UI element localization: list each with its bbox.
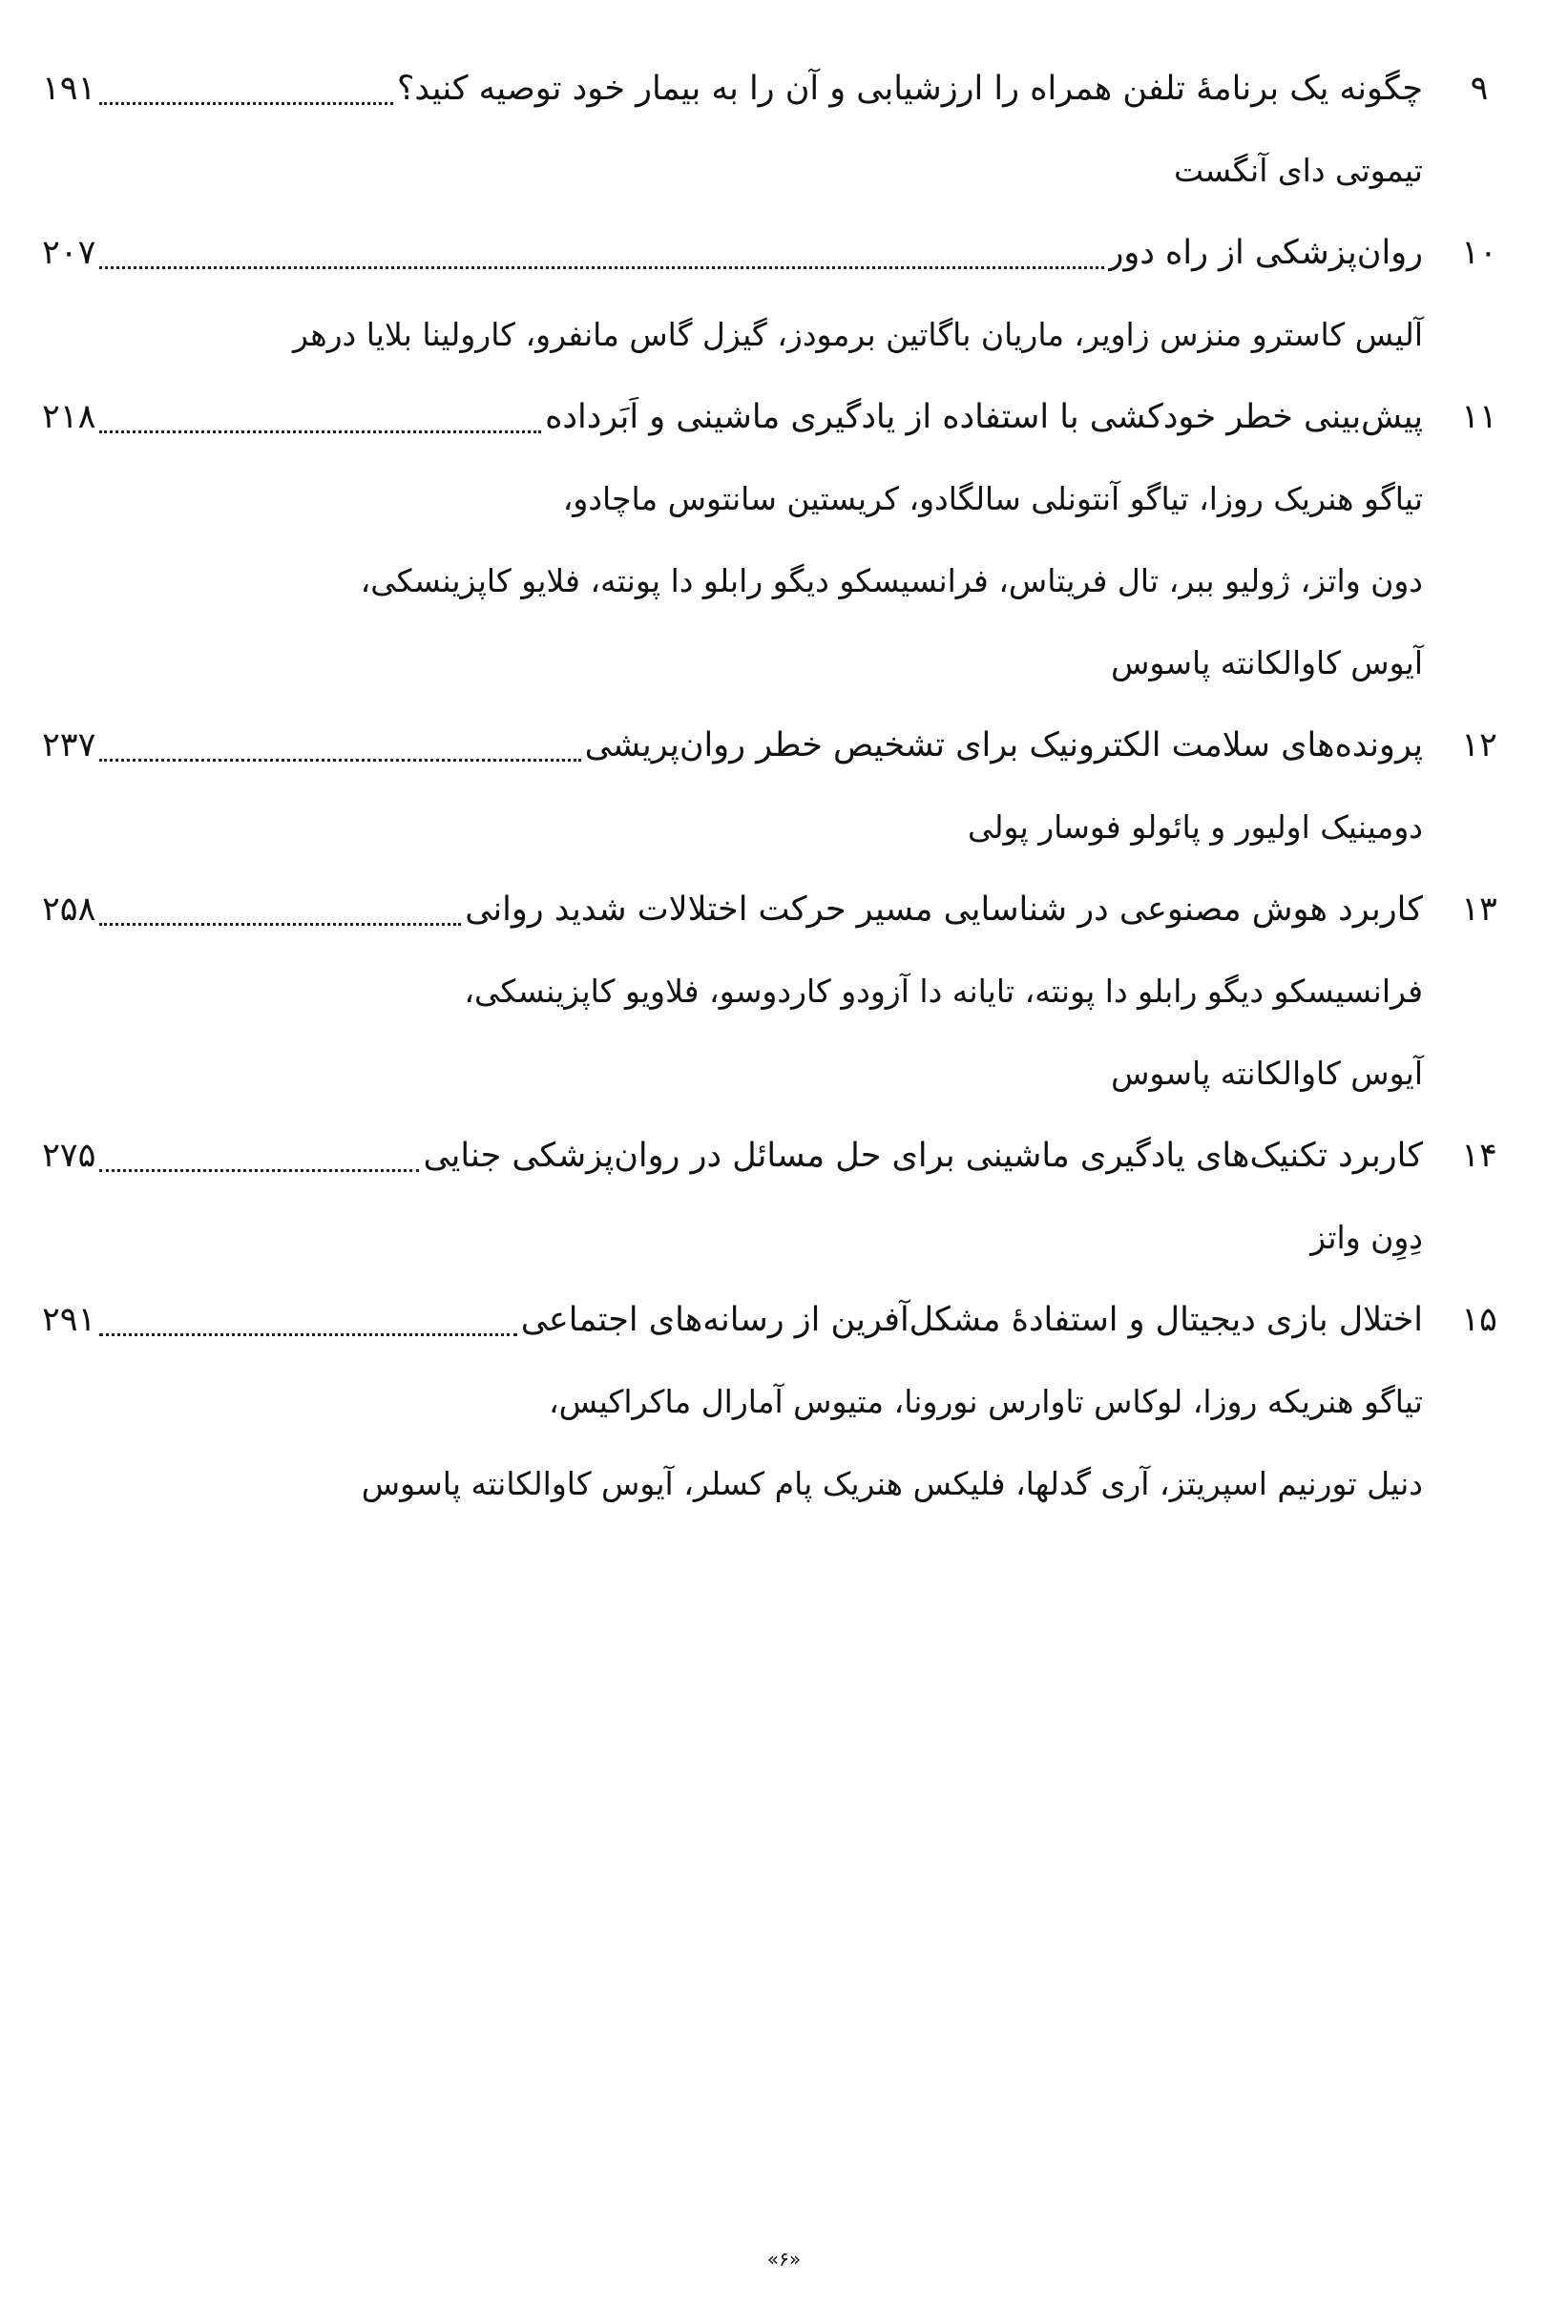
- dot-leader: [99, 102, 392, 105]
- chapter-title[interactable]: پرونده‌های سلامت الکترونیک برای تشخیص خطر روان‌پریشی: [584, 726, 1423, 764]
- page-number: ۲۹۱: [42, 1301, 96, 1339]
- chapter-number: ۹: [1470, 70, 1489, 108]
- page-number: ۲۵۸: [42, 890, 96, 929]
- page-number: ۲۳۷: [42, 726, 96, 764]
- page-number: ۲۱۸: [42, 398, 96, 436]
- toc-entry-row[interactable]: [38, 212, 1513, 294]
- toc-entry-row[interactable]: [38, 1279, 1513, 1361]
- page-number: ۱۹۱: [42, 70, 96, 108]
- toc-entry-row[interactable]: [38, 1115, 1513, 1197]
- chapter-authors: فرانسیسکو دیگو رابلو دا پونته، تایانه دا آزودو کاردوسو، فلاویو کاپزینسکی،: [464, 973, 1423, 1010]
- chapter-number: ۱۰: [1461, 234, 1497, 272]
- dot-leader: [99, 266, 1103, 269]
- chapter-authors: دومینیک اولیور و پائولو فوسار پولی: [967, 808, 1423, 846]
- chapter-authors: دون واتز، ژولیو ببر، تال فریتاس، فرانسیسکو دیگو رابلو دا پونته، فلایو کاپزینسکی،: [360, 562, 1423, 599]
- toc-entry: [38, 704, 1513, 869]
- toc-entry-row[interactable]: [38, 869, 1513, 951]
- chapter-title[interactable]: اختلال بازی دیجیتال و استفادهٔ مشکل‌آفرین از رسانه‌های اجتماعی: [520, 1301, 1423, 1339]
- chapter-number: ۱۳: [1461, 890, 1497, 929]
- chapter-authors: آلیس کاسترو منزس زاویر، ماریان باگاتین برمودز، گیزل گاس مانفرو، کارولینا بلایا درهر: [293, 316, 1423, 353]
- chapter-number: ۱۵: [1461, 1301, 1497, 1339]
- dot-leader: [99, 1169, 419, 1172]
- toc-entry: [38, 869, 1513, 1115]
- dot-leader: [99, 430, 541, 433]
- chapter-authors: تیاگو هنریک روزا، تیاگو آنتونلی سالگادو، کریستین سانتوس ماچادو،: [562, 480, 1423, 517]
- chapter-number: ۱۲: [1461, 726, 1497, 764]
- chapter-number: ۱۴: [1461, 1137, 1497, 1175]
- chapter-number: ۱۱: [1461, 398, 1497, 436]
- chapter-authors: آیوس کاوالکانته پاسوس: [1111, 1055, 1423, 1092]
- toc-entry: [38, 1279, 1513, 1525]
- toc-entry-row[interactable]: [38, 704, 1513, 786]
- toc-entry-row[interactable]: [38, 48, 1513, 130]
- toc-entry: [38, 212, 1513, 376]
- dot-leader: [99, 759, 580, 762]
- page-number: ۲۷۵: [42, 1137, 96, 1175]
- toc-entry: [38, 1115, 1513, 1279]
- toc-entry-row[interactable]: [38, 376, 1513, 458]
- page-number: ۲۰۷: [42, 234, 96, 272]
- toc-entry: [38, 376, 1513, 704]
- footer-page-number: «۶»: [766, 2248, 802, 2271]
- chapter-authors: تیموتی دای آنگست: [1173, 152, 1423, 189]
- toc-entry: [38, 48, 1513, 212]
- chapter-title[interactable]: پیش‌بینی خطر خودکشی با استفاده از یادگیری ماشینی و اَبَرداده: [545, 398, 1423, 436]
- chapter-authors: آیوس کاوالکانته پاسوس: [1111, 644, 1423, 681]
- chapter-authors: تیاگو هنریکه روزا، لوکاس تاوارس نورونا، متیوس آمارال ماکراکیس،: [549, 1383, 1423, 1420]
- dot-leader: [99, 923, 461, 926]
- chapter-title[interactable]: کاربرد هوش مصنوعی در شناسایی مسیر حرکت اختلالات شدید روانی: [465, 890, 1423, 929]
- chapter-title[interactable]: کاربرد تکنیک‌های یادگیری ماشینی برای حل مسائل در روان‌پزشکی جنایی: [423, 1137, 1423, 1175]
- chapter-authors: دنیل تورنیم اسپریتز، آری گدلها، فلیکس هنریک پام کسلر، آیوس کاوالکانته پاسوس: [361, 1465, 1423, 1502]
- dot-leader: [99, 1333, 516, 1336]
- table-of-contents: [38, 48, 1513, 1525]
- chapter-title[interactable]: چگونه یک برنامهٔ تلفن همراه را ارزشیابی و آن را به بیمار خود توصیه کنید؟: [396, 70, 1423, 108]
- chapter-title[interactable]: روان‌پزشکی از راه دور: [1107, 234, 1423, 272]
- chapter-authors: دِوِن واتز: [1310, 1219, 1423, 1256]
